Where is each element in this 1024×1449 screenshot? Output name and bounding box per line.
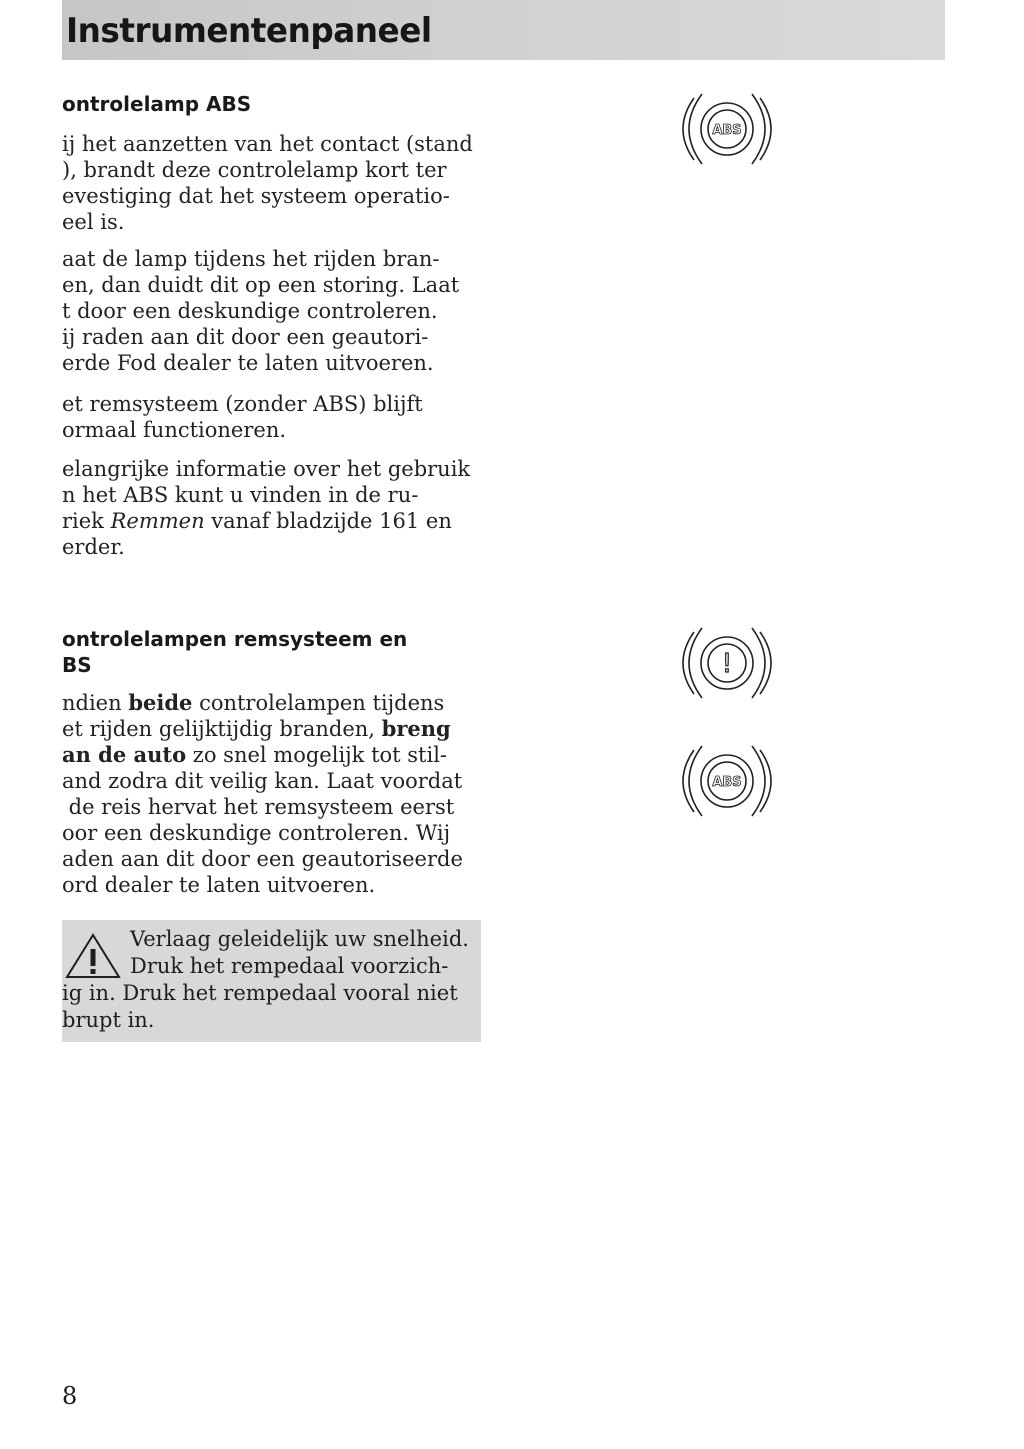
text-line: ij het aanzetten van het contact (stand bbox=[62, 132, 473, 156]
abs-lamp-label: ABS bbox=[712, 123, 742, 138]
text-fragment: zo snel mogelijk tot stil- bbox=[186, 743, 448, 767]
text-line: brupt in. bbox=[62, 1008, 155, 1032]
paragraph bbox=[62, 246, 459, 376]
text-emphasis: an de auto bbox=[62, 742, 187, 767]
abs-warning-lamp-icon bbox=[672, 740, 782, 822]
text-line: ij raden aan dit door een geautori- bbox=[62, 325, 429, 349]
text-fragment: vanaf bladzijde 161 en bbox=[204, 509, 452, 533]
paragraph bbox=[62, 456, 470, 560]
paragraph bbox=[62, 131, 473, 235]
text-line: aden aan dit door een geautoriseerde bbox=[62, 847, 463, 871]
text-line: Verlaag geleidelijk uw snelheid. bbox=[130, 927, 469, 951]
heading-line: ontrolelampen remsysteem en bbox=[62, 627, 408, 651]
page-title: Instrumentenpaneel bbox=[66, 11, 432, 51]
text-line: et remsysteem (zonder ABS) blijft bbox=[62, 392, 423, 416]
text-line bbox=[62, 690, 463, 716]
paragraph bbox=[62, 690, 463, 898]
text-line: n het ABS kunt u vinden in de ru- bbox=[62, 483, 419, 507]
text-fragment: ndien bbox=[62, 691, 129, 715]
text-line: Druk het rempedaal voorzich- bbox=[130, 954, 449, 978]
section-heading-brake-abs bbox=[62, 626, 407, 678]
text-line: erder. bbox=[62, 535, 125, 559]
text-emphasis: beide bbox=[128, 690, 193, 715]
paragraph bbox=[62, 391, 423, 443]
text-line: ), brandt deze controlelamp kort ter bbox=[62, 158, 447, 182]
warning-text bbox=[62, 926, 469, 1034]
text-line: oor een deskundige controleren. Wij bbox=[62, 821, 451, 845]
page-number: 8 bbox=[62, 1382, 78, 1410]
text-fragment: controlelampen tijdens bbox=[192, 691, 445, 715]
text-fragment: riek bbox=[62, 509, 111, 533]
brake-lamp-symbol: ! bbox=[721, 649, 733, 679]
text-line bbox=[62, 508, 470, 534]
heading-line: BS bbox=[62, 653, 92, 677]
text-line: ig in. Druk het rempedaal vooral niet bbox=[62, 981, 458, 1005]
text-line: t door een deskundige controleren. bbox=[62, 299, 438, 323]
brake-warning-lamp-icon bbox=[672, 622, 782, 704]
text-fragment: et rijden gelijktijdig branden, bbox=[62, 717, 382, 741]
text-line: aat de lamp tijdens het rijden bran- bbox=[62, 247, 440, 271]
text-line: and zodra dit veilig kan. Laat voordat bbox=[62, 769, 463, 793]
text-line: elangrijke informatie over het gebruik bbox=[62, 457, 471, 481]
text-line bbox=[62, 742, 463, 768]
section-heading-abs: ontrolelamp ABS bbox=[62, 92, 252, 116]
text-line: evestiging dat het systeem operatio- bbox=[62, 184, 450, 208]
text-emphasis: breng bbox=[381, 716, 451, 741]
text-line: en, dan duidt dit op een storing. Laat bbox=[62, 273, 460, 297]
remmen-reference: Remmen bbox=[110, 509, 205, 533]
abs-warning-lamp-icon bbox=[672, 88, 782, 170]
text-line: eel is. bbox=[62, 210, 125, 234]
text-line: de reis hervat het remsysteem eerst bbox=[62, 795, 455, 819]
abs-lamp-label: ABS bbox=[712, 775, 742, 790]
text-line bbox=[62, 716, 463, 742]
text-line: ord dealer te laten uitvoeren. bbox=[62, 873, 376, 897]
text-line: ormaal functioneren. bbox=[62, 418, 287, 442]
text-line: erde Fod dealer te laten uitvoeren. bbox=[62, 351, 434, 375]
